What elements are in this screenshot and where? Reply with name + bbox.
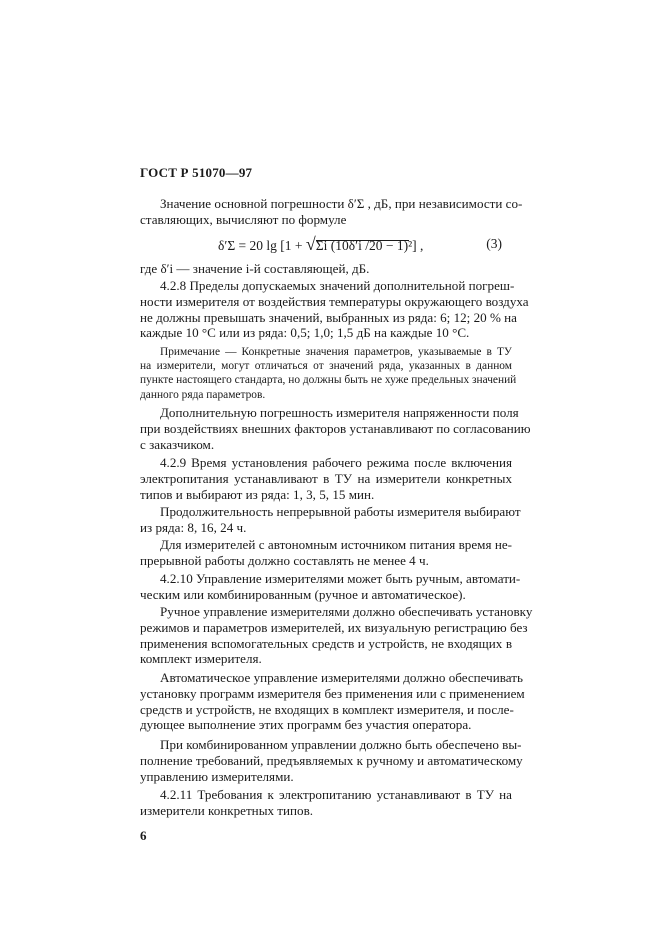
text-line: ставляющих, вычисляют по формуле bbox=[140, 211, 347, 227]
text-line: режимов и параметров измерителей, их визуальную регистрацию без bbox=[140, 619, 528, 635]
text-line: на измерители, могут отличаться от значений ряда, указанных в данном bbox=[140, 360, 512, 373]
formula-definition bbox=[140, 261, 512, 277]
text-line: электропитания устанавливают в ТУ на измерители конкретных bbox=[140, 470, 512, 486]
text-line: пункте настоящего стандарта, но должны быть не хуже предельных значений bbox=[140, 374, 517, 387]
formula-expression bbox=[218, 234, 423, 255]
radical-overline bbox=[316, 240, 410, 241]
text-line: Примечание — Конкретные значения параметров, указываемые в ТУ bbox=[160, 346, 512, 358]
text-line: данного ряда параметров. bbox=[140, 388, 266, 401]
page-number: 6 bbox=[140, 828, 147, 843]
note bbox=[140, 345, 517, 402]
text-line: с заказчиком. bbox=[140, 436, 215, 452]
formula-radical: √ bbox=[305, 234, 316, 254]
text-line: прерывной работы должно составлять не менее 4 ч. bbox=[140, 552, 429, 568]
text-line: Значение основной погрешности δ′Σ , дБ, при независимости со- bbox=[160, 196, 523, 211]
formula-intro bbox=[140, 196, 523, 228]
text-line: 4.2.9 Время установления рабочего режима после включения bbox=[160, 455, 512, 470]
formula-lhs: δ′Σ = 20 lg [1 + bbox=[218, 238, 303, 253]
clause-4-2-10 bbox=[140, 571, 521, 603]
clause-4-2-9 bbox=[140, 455, 512, 502]
text-line: при воздействиях внешних факторов устанавливают по согласованию bbox=[140, 420, 531, 436]
text-line: 4.2.8 Пределы допускаемых значений дополнительной погреш- bbox=[160, 278, 515, 293]
clause-4-2-11 bbox=[140, 787, 512, 819]
autonomous-power-paragraph bbox=[140, 537, 512, 569]
text-line: дующее выполнение этих программ без участия оператора. bbox=[140, 717, 472, 733]
text-line: управлению измерителями. bbox=[140, 768, 294, 784]
formula-radicand: Σi (10δ′i /20 − 1)²] , bbox=[315, 238, 424, 253]
text-line: Автоматическое управление измерителями должно обеспечивать bbox=[160, 670, 523, 685]
automatic-control-paragraph bbox=[140, 670, 525, 733]
text-line: При комбинированном управлении должно быть обеспечено вы- bbox=[160, 737, 522, 752]
text-line: измерители конкретных типов. bbox=[140, 802, 314, 818]
manual-control-paragraph bbox=[140, 604, 533, 667]
clause-4-2-8 bbox=[140, 278, 529, 341]
combined-control-paragraph bbox=[140, 737, 523, 784]
continuous-operation-paragraph bbox=[140, 504, 521, 536]
text-line: Дополнительную погрешность измерителя напряженности поля bbox=[160, 405, 519, 420]
text-line: Продолжительность непрерывной работы измерителя выбирают bbox=[160, 504, 521, 519]
text-line: типов и выбирают из ряда: 1, 3, 5, 15 мин. bbox=[140, 486, 375, 502]
text-line: 4.2.10 Управление измерителями может быть ручным, автомати- bbox=[160, 571, 521, 586]
standard-header: ГОСТ Р 51070—97 bbox=[140, 165, 253, 180]
text-line: установку программ измерителя без применения или с применением bbox=[140, 685, 525, 701]
text-line: комплект измерителя. bbox=[140, 651, 262, 667]
text-line: применения вспомогательных средств и устройств, не входящих в bbox=[140, 635, 512, 651]
text-line: Для измерителей с автономным источником питания время не- bbox=[160, 537, 512, 552]
text-line: полнение требований, предъявляемых к ручному и автоматическому bbox=[140, 752, 523, 768]
text-line: Ручное управление измерителями должно обеспечивать установку bbox=[160, 604, 533, 619]
text-line: не должны превышать значений, выбранных из ряда: 6; 12; 20 % на bbox=[140, 309, 517, 325]
additional-error-paragraph bbox=[140, 405, 531, 452]
text-line: 4.2.11 Требования к электропитанию устанавливают в ТУ на bbox=[160, 787, 512, 802]
text-line: средств и устройств, не входящих в комплект измерителя, и после- bbox=[140, 701, 514, 717]
formula-3 bbox=[140, 226, 512, 260]
text-line: ческим или комбинированным (ручное и автоматическое). bbox=[140, 586, 466, 602]
formula-number: (3) bbox=[486, 236, 502, 251]
text-line: из ряда: 8, 16, 24 ч. bbox=[140, 519, 247, 535]
text-line: ности измерителя от воздействия температуры окружающего воздуха bbox=[140, 293, 529, 309]
text-line: где δ′i — значение i-й составляющей, дБ. bbox=[140, 261, 370, 276]
formula-radicand-wrap bbox=[316, 238, 424, 254]
text-line: каждые 10 °С или из ряда: 0,5; 1,0; 1,5 дБ на каждые 10 °С. bbox=[140, 325, 470, 341]
